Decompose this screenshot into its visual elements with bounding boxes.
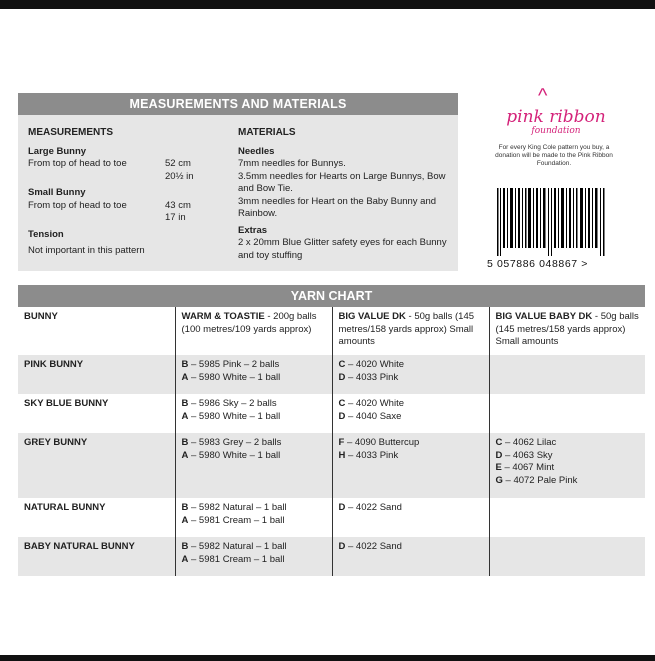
yarn-cell-c1 [175,537,332,576]
yarn-code: B [181,359,189,370]
yarn-chart-table [18,307,645,576]
logo-note: For every King Cole pattern you buy, a donation will be made to the Pink Ribbon Foundation. [495,144,613,167]
yarn-code: H [338,449,346,461]
yarn-cell-c3 [489,498,645,537]
pink-ribbon-logo [488,82,618,182]
yarn-desc: – 5985 Pink – 2 balls [188,359,280,370]
small-bunny-row [28,200,233,213]
table-row [18,498,645,537]
header-big-value-baby-dk [489,307,645,355]
extras-text: 2 x 20mm Blue Glitter safety eyes for each Bunny and toy stuffing [238,237,447,261]
yarn-desc: – 5981 Cream – 1 ball [188,553,285,565]
logo-sub: foundation [531,126,581,136]
header-warm-toastie [175,307,332,355]
small-bunny-label: From top of head to toe [28,199,127,211]
yarn-desc: – 4090 Buttercup [344,437,420,448]
tension-text: Not important in this pattern [28,245,145,256]
yarn-cell-c2 [332,498,489,537]
yarn-code: A [181,410,189,422]
bunny-name: BABY NATURAL BUNNY [18,537,175,576]
yarn-code: D [495,449,503,461]
bottom-border [0,655,655,661]
yarn-line [339,372,483,385]
yarn-code: A [181,449,189,461]
yarn-code: A [181,514,189,526]
yarn-desc: – 5983 Grey – 2 balls [188,437,282,448]
yarn-cell-c1 [175,394,332,433]
yarn-chart-header-row [18,307,645,355]
yarn-line [339,437,483,450]
yarn-cell-c1 [175,433,332,498]
header-warm-toastie-desc: - 200g balls (100 metres/109 yards approx) [181,311,317,335]
yarn-desc: – 4072 Pale Pink [502,474,578,486]
yarn-cell-c2 [332,537,489,576]
needles-line-1: 7mm needles for Bunnys. [238,158,346,169]
yarn-code: C [495,437,503,448]
yarn-desc: – 5980 White – 1 ball [188,449,281,461]
yarn-code: D [338,410,346,422]
yarn-code: G [495,474,503,486]
large-bunny-cm: 52 cm [165,158,191,169]
panel-title: MEASUREMENTS AND MATERIALS [18,93,458,115]
small-bunny-row-in [28,212,233,225]
yarn-desc: – 4020 White [345,398,404,409]
yarn-line [339,411,483,424]
table-row [18,394,645,433]
yarn-line [339,450,483,463]
yarn-code: D [338,541,346,552]
measurements-heading: MEASUREMENTS [28,127,114,138]
yarn-line [339,502,483,515]
yarn-cell-c2 [332,355,489,394]
yarn-code: E [495,462,502,473]
header-bunny: BUNNY [24,311,58,322]
bunny-name: SKY BLUE BUNNY [24,398,109,409]
yarn-line [182,372,326,385]
yarn-desc: – 4033 Pink [345,449,399,461]
yarn-line [182,437,326,450]
materials-column [238,127,453,262]
yarn-line [339,398,483,411]
header-big-value-dk [332,307,489,355]
yarn-code: A [181,553,189,565]
header-big-value-baby-dk-name: BIG VALUE BABY DK [495,311,593,322]
measurements-materials-panel [18,93,458,271]
small-bunny-title: Small Bunny [28,187,86,198]
yarn-line [339,541,483,554]
bunny-name: GREY BUNNY [18,433,175,498]
yarn-cell-c2 [332,394,489,433]
header-big-value-baby-dk-desc: - 50g balls (145 metres/158 yards approx) Small amounts [495,311,639,347]
yarn-desc: – 5981 Cream – 1 ball [188,514,285,526]
yarn-code: B [181,437,189,448]
yarn-cell-c1 [175,498,332,537]
barcode-icon [497,188,607,256]
materials-heading: MATERIALS [238,127,296,138]
yarn-desc: – 4020 White [345,359,404,370]
yarn-desc: – 5980 White – 1 ball [188,371,281,383]
spacer [28,212,165,225]
yarn-line [182,450,326,463]
yarn-cell-c1 [175,355,332,394]
bunny-name: NATURAL BUNNY [24,502,106,513]
yarn-code: C [338,398,346,409]
yarn-cell-c3 [489,433,645,498]
needles-line-3: 3mm needles for Heart on the Baby Bunny and Rainbow. [238,195,437,219]
large-bunny-title: Large Bunny [28,145,87,157]
large-bunny-in: 20½ in [165,170,194,182]
table-row [18,355,645,394]
table-row [18,537,645,576]
yarn-chart-title: YARN CHART [18,285,645,307]
yarn-code: B [181,398,189,409]
yarn-line [182,502,326,515]
ribbon-icon: ^ [538,85,548,107]
yarn-desc: – 4063 Sky [502,449,553,461]
large-bunny-row [28,158,233,171]
yarn-code: A [181,371,189,383]
extras-title: Extras [238,224,268,236]
yarn-code: D [338,371,346,383]
yarn-line [496,462,640,475]
yarn-cell-c3 [489,355,645,394]
barcode-number: 5 057886 048867 > [487,258,588,270]
large-bunny-label: From top of head to toe [28,158,127,169]
yarn-code: B [181,502,189,513]
spacer [28,171,165,184]
tension-title: Tension [28,228,64,240]
yarn-line [182,541,326,554]
yarn-line [339,359,483,372]
needles-line-2: 3.5mm needles for Hearts on Large Bunnys, Bow and Bow Tie. [238,170,446,194]
yarn-line [182,515,326,528]
yarn-cell-c2 [332,433,489,498]
header-warm-toastie-name: WARM & TOASTIE [181,311,265,322]
yarn-line [182,398,326,411]
yarn-line [182,411,326,424]
small-bunny-cm: 43 cm [165,199,191,211]
yarn-cell-c3 [489,537,645,576]
top-border [0,0,655,9]
yarn-desc: – 5986 Sky – 2 balls [188,398,277,409]
yarn-desc: – 5982 Natural – 1 ball [188,502,287,513]
table-row [18,433,645,498]
large-bunny-row-in [28,171,233,184]
small-bunny-in: 17 in [165,212,186,223]
yarn-desc: – 5982 Natural – 1 ball [188,541,287,552]
bunny-name: PINK BUNNY [18,355,175,394]
yarn-desc: – 4040 Saxe [345,410,402,422]
yarn-cell-c3 [489,394,645,433]
yarn-desc: – 4067 Mint [501,462,555,473]
yarn-desc: – 4062 Lilac [502,437,557,448]
measurements-column [28,127,233,258]
yarn-line [182,554,326,567]
yarn-desc: – 4033 Pink [345,371,399,383]
yarn-line [496,437,640,450]
header-big-value-dk-name: BIG VALUE DK [338,311,406,322]
yarn-line [496,475,640,488]
needles-title: Needles [238,145,275,157]
yarn-desc: – 4022 Sand [345,502,402,513]
yarn-code: F [338,437,345,448]
header-big-value-dk-desc: - 50g balls (145 metres/158 yards approx) Small amounts [338,311,475,347]
yarn-line [496,450,640,463]
yarn-line [182,359,326,372]
yarn-code: C [338,359,346,370]
yarn-desc: – 5980 White – 1 ball [188,410,281,422]
yarn-code: D [338,502,346,513]
yarn-desc: – 4022 Sand [345,541,402,552]
yarn-code: B [181,541,189,552]
logo-name: pink ribbon [506,107,606,127]
